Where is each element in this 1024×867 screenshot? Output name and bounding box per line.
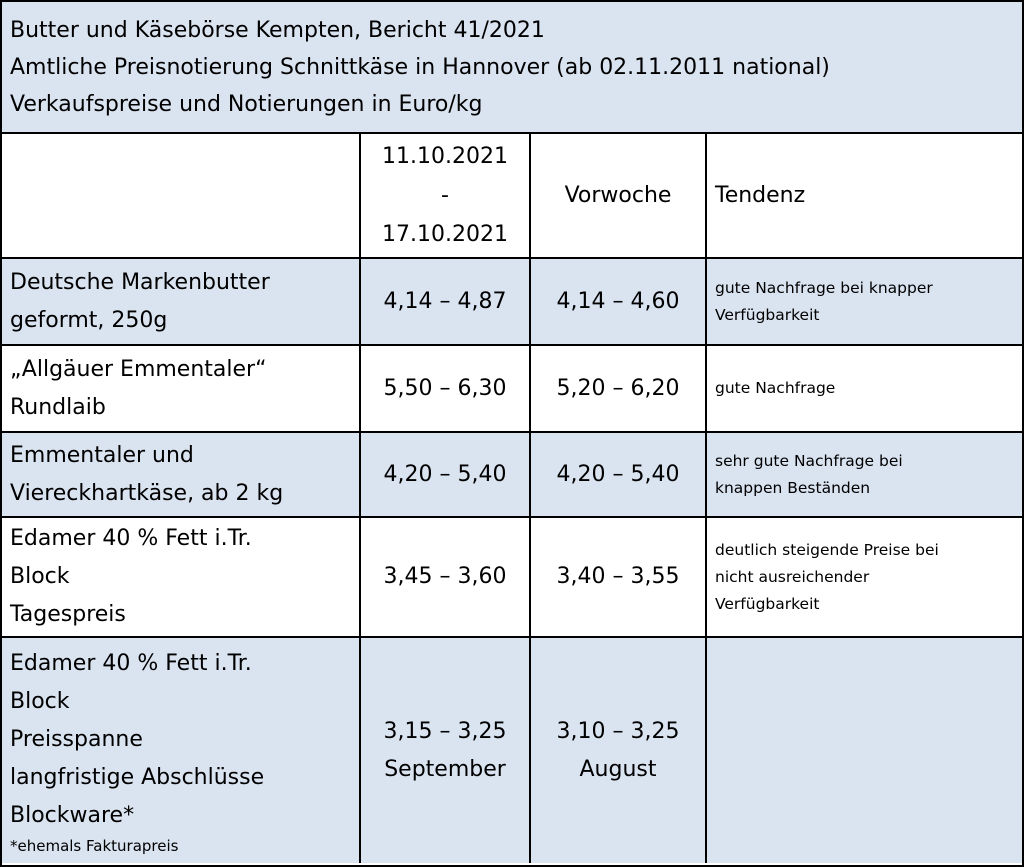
- trend-text: sehr gute Nachfrage bei knappen Beständen: [706, 432, 1022, 517]
- period-to: 17.10.2021: [382, 222, 508, 247]
- table-row: [2, 345, 1022, 432]
- current-price: 3,15 – 3,25: [383, 718, 507, 744]
- product-name: „Allgäuer Emmentaler“ Rundlaib: [2, 345, 360, 432]
- price-table: [2, 134, 1022, 863]
- table-row: [2, 432, 1022, 517]
- table-row: [2, 637, 1022, 863]
- previous-price: 4,14 – 4,60: [530, 258, 706, 345]
- report-header: [2, 2, 1022, 134]
- trend-text: gute Nachfrage: [706, 345, 1022, 432]
- header-previous-week: Vorwoche: [530, 134, 706, 258]
- product-name: Edamer 40 % Fett i.Tr. Block Tagespreis: [2, 517, 360, 637]
- report-subtitle: Amtliche Preisnotierung Schnittkäse in Hannover (ab 02.11.2011 national): [10, 55, 830, 80]
- period-separator: -: [441, 183, 449, 208]
- previous-price: 5,20 – 6,20: [530, 345, 706, 432]
- table-row: [2, 258, 1022, 345]
- previous-month: August: [579, 756, 657, 782]
- product-name: Emmentaler und Viereckhartkäse, ab 2 kg: [2, 432, 360, 517]
- header-empty-cell: [2, 134, 360, 258]
- current-price-cell: [360, 637, 530, 863]
- header-period: [360, 134, 530, 258]
- current-price: 4,20 – 5,40: [360, 432, 530, 517]
- trend-text: gute Nachfrage bei knapper Verfügbarkeit: [706, 258, 1022, 345]
- previous-price: 3,10 – 3,25: [556, 718, 680, 744]
- product-name: Deutsche Markenbutter geformt, 250g: [2, 258, 360, 345]
- product-cell: [2, 637, 360, 863]
- current-price: 4,14 – 4,87: [360, 258, 530, 345]
- table-row: [2, 517, 1022, 637]
- trend-text: deutlich steigende Preise bei nicht ausreichender Verfügbarkeit: [706, 517, 1022, 637]
- previous-price-cell: [530, 637, 706, 863]
- current-price: 5,50 – 6,30: [360, 345, 530, 432]
- report-unit-note: Verkaufspreise und Notierungen in Euro/kg: [10, 92, 483, 117]
- period-from: 11.10.2021: [382, 144, 508, 169]
- product-name: Edamer 40 % Fett i.Tr. Block Preisspanne langfristige Abschlüsse Blockware*: [10, 650, 265, 828]
- previous-price: 3,40 – 3,55: [530, 517, 706, 637]
- product-footnote: *ehemals Fakturapreis: [10, 836, 179, 855]
- table-header-row: [2, 134, 1022, 258]
- report-title: Butter und Käsebörse Kempten, Bericht 41/2021: [10, 18, 545, 43]
- current-price: 3,45 – 3,60: [360, 517, 530, 637]
- trend-text: [706, 637, 1022, 863]
- header-trend: Tendenz: [706, 134, 1022, 258]
- current-month: September: [384, 756, 506, 782]
- previous-price: 4,20 – 5,40: [530, 432, 706, 517]
